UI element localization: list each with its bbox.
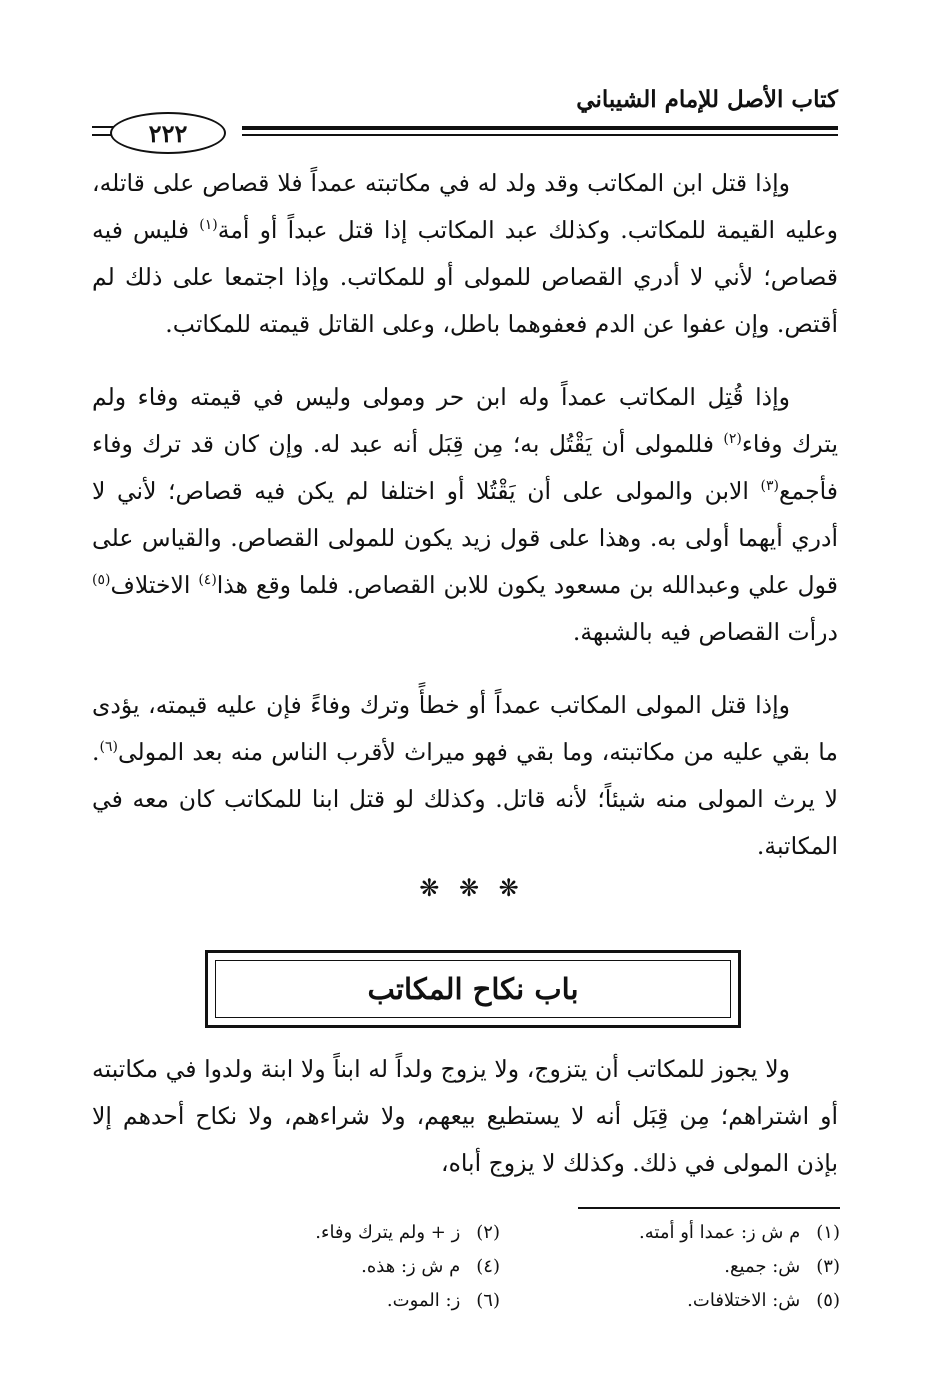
- footnote-number: (١): [816, 1222, 840, 1243]
- footnote: [540, 1252, 840, 1282]
- book-title: كتاب الأصل للإمام الشيباني: [576, 86, 838, 113]
- paragraph-text: الاختلاف: [110, 571, 199, 599]
- paragraph-text: وإذا قُتِل المكاتب عمداً وله ابن حر ومولى وليس في قيمته وفاء ولم يترك وفاء: [92, 383, 838, 458]
- footnote: [200, 1252, 500, 1282]
- footnote-number: (٤): [476, 1256, 500, 1277]
- footnote: [540, 1286, 840, 1316]
- body-paragraph: [92, 374, 838, 656]
- paragraph-text: . لا يرث المولى منه شيئاً؛ لأنه قاتل. وكذلك لو قتل ابنا للمكاتب كان معه في المكاتبة.: [92, 738, 838, 860]
- footnote: [200, 1218, 500, 1248]
- chapter-heading-frame: [205, 950, 741, 1028]
- footnote-text: ش: جميع.: [724, 1256, 801, 1277]
- footnote-marker: (٥): [92, 572, 111, 589]
- footnote-marker: (٢): [723, 431, 742, 448]
- footnote-text: م ش ز: عمدا أو أمته.: [639, 1222, 801, 1243]
- page-header: [92, 78, 838, 158]
- footnote: [540, 1218, 840, 1248]
- body-paragraph: [92, 160, 838, 348]
- paragraph-text: وإذا قتل ابن المكاتب وقد ولد له في مكاتبته عمداً فلا قصاص على قاتله، وعليه القيمة للمكاتب. وكذلك عبد المكاتب إذا قتل عبداً أو أمة: [92, 169, 838, 244]
- paragraph-text: الابن والمولى على أن يَقْتُلا أو اختلفا لم يكن فيه قصاص؛ لأني لا أدري أيهما أولى به. وهذا على قول زيد يكون للمولى القصاص. والقياس على قول علي وعبدالله بن مسعود يكون للابن القصاص. فلما وقع هذا: [92, 477, 838, 599]
- footnote-text: ز: الموت.: [386, 1290, 461, 1311]
- page-number: ٢٢٢: [110, 112, 226, 154]
- body-paragraph: [92, 682, 838, 870]
- header-rule-thick: [242, 126, 838, 130]
- header-rule-thin: [242, 134, 838, 136]
- footnote-text: ز + ولم يترك وفاء.: [315, 1222, 461, 1243]
- paragraph-text: فللمولى أن يَقْتُل به؛ مِن قِبَل أنه عبد له. وإن كان قد ترك وفاء فأجمع: [92, 430, 838, 505]
- footnotes: [200, 1218, 840, 1316]
- footnote-text: م ش ز: هذه.: [361, 1256, 461, 1277]
- chapter-text: [92, 1046, 838, 1213]
- footnote-number: (٥): [816, 1290, 840, 1311]
- paragraph-text: فليس فيه قصاص؛ لأني لا أدري القصاص للمولى أو للمكاتب. وإذا اجتمعا على ذلك لم أقتص. وإن عفوا عن الدم فعفوهما باطل، وعلى القاتل قيمته للمكاتب.: [92, 216, 838, 338]
- footnote-marker: (٦): [99, 739, 118, 756]
- footnote-number: (٢): [476, 1222, 500, 1243]
- chapter-title: باب نكاح المكاتب: [367, 972, 579, 1006]
- footnote-text: ش: الاختلافات.: [687, 1290, 801, 1311]
- paragraph-text: وإذا قتل المولى المكاتب عمداً أو خطأً وترك وفاءً فإن عليه قيمته، يؤدى ما بقي عليه من مكاتبته، وما بقي فهو ميراث لأقرب الناس منه بعد المولى: [92, 691, 838, 766]
- chapter-heading-inner-frame: [215, 960, 731, 1018]
- footnote-rule: [578, 1207, 840, 1209]
- paragraph-text: درأت القصاص فيه بالشبهة.: [572, 618, 838, 646]
- main-text: [92, 160, 838, 896]
- footnote-marker: (٣): [760, 478, 779, 495]
- footnote-marker: (٤): [198, 572, 217, 589]
- section-separator: ❋ ❋ ❋: [419, 874, 525, 902]
- footnote-marker: (١): [199, 217, 218, 234]
- footnote: [200, 1286, 500, 1316]
- footnote-number: (٣): [816, 1256, 840, 1277]
- chapter-paragraph: ولا يجوز للمكاتب أن يتزوج، ولا يزوج ولداً له ابناً ولا ابنة ولدوا في مكاتبته أو اشتراهم؛ مِن قِبَل أنه لا يستطيع بيعهم، ولا شراءهم، ولا نكاح أحدهم إلا بإذن المولى في ذلك. وكذلك لا يزوج أباه،: [92, 1055, 838, 1177]
- footnote-number: (٦): [476, 1290, 500, 1311]
